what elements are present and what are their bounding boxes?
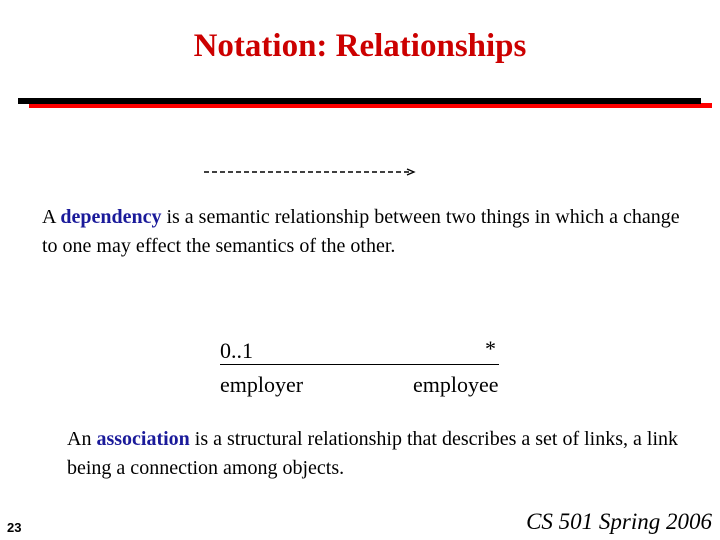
dependency-definition-lead: A xyxy=(42,206,61,228)
association-definition-lead: An xyxy=(67,428,97,450)
association-definition-rest: is a structural relationship that describes a set of links, a link being a connection among objects. xyxy=(67,428,679,479)
slide-title: Notation: Relationships xyxy=(193,28,527,64)
dependency-arrow-icon xyxy=(200,165,420,179)
dependency-definition-rest: is a semantic relationship between two things in which a change to one may effect the semantics of the other. xyxy=(42,206,680,257)
title-rule xyxy=(18,98,701,104)
dependency-definition xyxy=(42,203,682,261)
dependency-term: dependency xyxy=(60,206,162,228)
role-employee: employee xyxy=(413,372,499,397)
association-term: association xyxy=(96,428,190,450)
role-employer: employer xyxy=(220,372,304,397)
multiplicity-right: * xyxy=(485,336,496,361)
page-number: 23 xyxy=(7,520,22,535)
course-label: CS 501 Spring 2006 xyxy=(526,509,712,534)
association-line xyxy=(220,364,499,365)
multiplicity-left: 0..1 xyxy=(220,338,253,363)
association-definition xyxy=(67,425,697,483)
